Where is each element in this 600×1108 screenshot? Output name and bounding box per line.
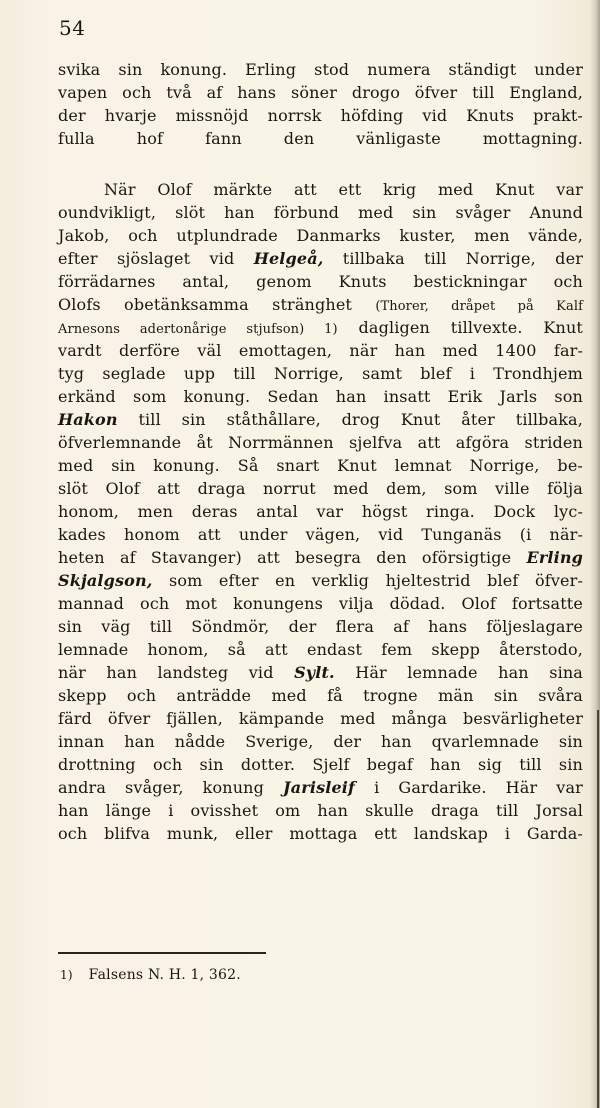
text-segment: Helgeå, <box>253 249 324 268</box>
text-segment: Sylt. <box>294 663 335 682</box>
text-segment: och blifva munk, eller mottaga ett landskap i Garda- <box>58 824 583 843</box>
text-line <box>58 500 583 523</box>
text-line <box>58 546 583 569</box>
text-segment: vardt derföre väl emottagen, när han med 1400 far- <box>58 341 583 360</box>
text-line <box>58 362 583 385</box>
text-segment: tyg seglade upp till Norrige, samt blef i Trondhjem <box>58 364 583 383</box>
text-line <box>58 684 583 707</box>
text-segment: (Thorer, dråpet på Kalf <box>375 299 583 314</box>
text-segment: skepp och anträdde med få trogne män sin svåra <box>58 686 583 705</box>
text-line <box>58 638 583 661</box>
text-line <box>58 408 583 431</box>
text-segment: som efter en verklig hjeltestrid blef öfver- <box>152 571 583 590</box>
text-line <box>58 661 583 684</box>
text-segment: kades honom att under vägen, vid Tunganäs (i när- <box>58 525 583 544</box>
text-line <box>58 224 583 247</box>
text-segment: vapen och två af hans söner drogo öfver till England, <box>58 83 583 102</box>
footnote-divider <box>58 952 266 954</box>
text-line <box>58 127 583 150</box>
text-segment: med sin konung. Så snart Knut lemnat Norrige, be- <box>58 456 583 475</box>
page-edge-line <box>597 710 599 1108</box>
text-segment: erkänd som konung. Sedan han insatt Erik Jarls son <box>58 387 583 406</box>
text-segment: honom, men deras antal var högst ringa. Dock lyc- <box>58 502 583 521</box>
text-line <box>58 201 583 224</box>
text-segment: lemnade honom, så att endast fem skepp återstodo, <box>58 640 583 659</box>
text-line <box>58 339 583 362</box>
text-segment: i Gardarike. Här var <box>355 778 583 797</box>
text-segment: Jarisleif <box>283 778 356 797</box>
text-line <box>58 178 583 201</box>
text-segment: mannad och mot konungens vilja dödad. Olof fortsatte <box>58 594 583 613</box>
paragraph-break <box>58 150 583 178</box>
footnote-mark: 1) <box>60 968 73 982</box>
text-segment: heten af Stavanger) att besegra den oförsigtige <box>58 548 527 567</box>
text-segment: efter sjöslaget vid <box>58 249 254 268</box>
text-line <box>58 799 583 822</box>
text-segment: dagligen tillvexte. Knut <box>337 318 583 337</box>
text-segment: när han landsteg vid <box>58 663 295 682</box>
text-line <box>58 707 583 730</box>
text-segment: till sin ståthållare, drog Knut åter tillbaka, <box>117 410 583 429</box>
text-line <box>58 592 583 615</box>
text-line <box>58 569 583 592</box>
text-line <box>58 81 583 104</box>
text-line <box>58 270 583 293</box>
text-line <box>58 454 583 477</box>
text-segment: andra svåger, konung <box>58 778 284 797</box>
text-segment: Skjalgson, <box>58 571 153 590</box>
text-segment: sin väg till Söndmör, der flera af hans följeslagare <box>58 617 583 636</box>
footnote <box>60 966 241 984</box>
text-segment: öfverlemnande åt Norrmännen sjelfva att afgöra striden <box>58 433 583 452</box>
text-segment: När Olof märkte att ett krig med Knut var <box>104 180 583 199</box>
text-line <box>58 104 583 127</box>
text-segment: Arnesons adertonårige stjufson) 1) <box>58 322 338 337</box>
text-line <box>58 385 583 408</box>
text-line <box>58 316 583 339</box>
text-segment: Jakob, och utplundrade Danmarks kuster, men vände, <box>58 226 583 245</box>
text-segment: svika sin konung. Erling stod numera ständigt under <box>58 60 583 79</box>
text-line <box>58 615 583 638</box>
text-segment: oundvikligt, slöt han förbund med sin svåger Anund <box>58 203 583 222</box>
text-line <box>58 247 583 270</box>
text-line <box>58 523 583 546</box>
text-segment: Olofs obetänksamma stränghet <box>58 295 376 314</box>
text-segment: der hvarje missnöjd norrsk höfding vid Knuts prakt- <box>58 106 583 125</box>
text-line <box>58 730 583 753</box>
text-line <box>58 776 583 799</box>
text-segment: innan han nådde Sverige, der han qvarlemnade sin <box>58 732 583 751</box>
text-line <box>58 822 583 845</box>
text-line <box>58 58 583 81</box>
text-segment: Erling <box>526 548 583 567</box>
text-segment: tillbaka till Norrige, der <box>323 249 583 268</box>
text-segment: färd öfver fjällen, kämpande med många besvärligheter <box>58 709 583 728</box>
text-line <box>58 477 583 500</box>
body-text <box>58 58 583 845</box>
text-segment: fulla hof fann den vänligaste mottagning. <box>58 129 583 148</box>
text-line <box>58 431 583 454</box>
text-segment: förrädarnes antal, genom Knuts bestickningar och <box>58 272 583 291</box>
text-segment: Här lemnade han sina <box>334 663 583 682</box>
text-segment: slöt Olof att draga norrut med dem, som ville följa <box>58 479 583 498</box>
page-number: 54 <box>59 16 86 40</box>
text-line <box>58 293 583 316</box>
footnote-text: Falsens N. H. 1, 362. <box>88 967 241 983</box>
text-segment: Hakon <box>58 410 118 429</box>
text-segment: drottning och sin dotter. Sjelf begaf han sig till sin <box>58 755 583 774</box>
text-segment: han länge i ovisshet om han skulle draga till Jorsal <box>58 801 583 820</box>
text-line <box>58 753 583 776</box>
